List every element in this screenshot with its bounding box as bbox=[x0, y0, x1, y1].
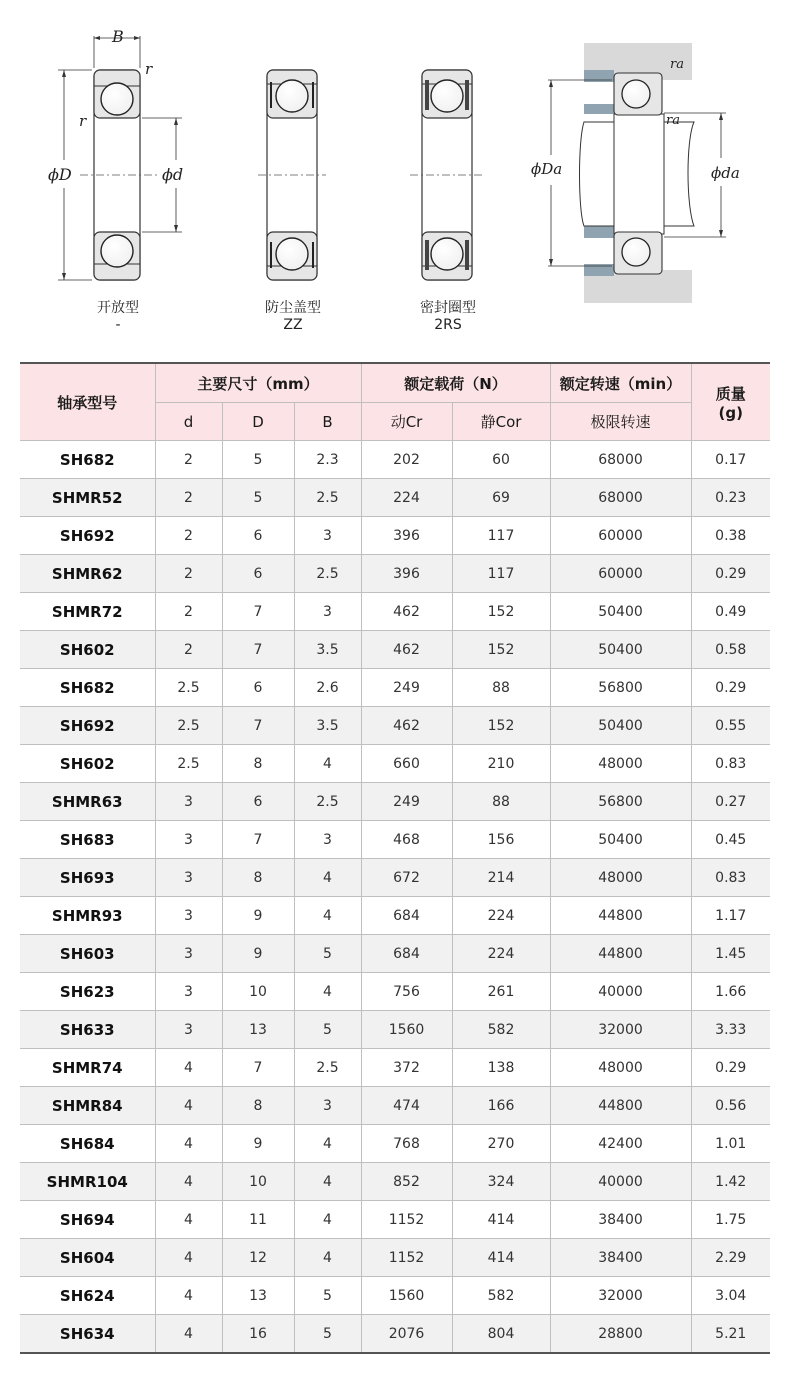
cell-B: 3 bbox=[294, 593, 361, 631]
cell-model: SHMR93 bbox=[20, 897, 155, 935]
cell-cr: 1152 bbox=[361, 1201, 452, 1239]
cell-model: SH603 bbox=[20, 935, 155, 973]
cell-d: 2 bbox=[155, 479, 222, 517]
cell-mass: 0.23 bbox=[691, 479, 770, 517]
cell-cr: 249 bbox=[361, 783, 452, 821]
cell-D: 6 bbox=[222, 783, 294, 821]
cell-cor: 60 bbox=[452, 441, 550, 479]
table-row bbox=[20, 1163, 770, 1201]
cell-mass: 0.29 bbox=[691, 669, 770, 707]
cell-B: 5 bbox=[294, 1277, 361, 1315]
cell-model: SH633 bbox=[20, 1011, 155, 1049]
cell-speed: 60000 bbox=[550, 517, 691, 555]
cell-cor: 88 bbox=[452, 783, 550, 821]
header-B: B bbox=[294, 403, 361, 441]
cell-mass: 0.17 bbox=[691, 441, 770, 479]
cell-B: 4 bbox=[294, 859, 361, 897]
cell-B: 2.5 bbox=[294, 555, 361, 593]
cell-cor: 166 bbox=[452, 1087, 550, 1125]
header-limit: 极限转速 bbox=[550, 403, 691, 441]
cell-mass: 1.01 bbox=[691, 1125, 770, 1163]
cell-d: 4 bbox=[155, 1239, 222, 1277]
cell-d: 4 bbox=[155, 1125, 222, 1163]
cell-cr: 1560 bbox=[361, 1277, 452, 1315]
cell-speed: 38400 bbox=[550, 1239, 691, 1277]
header-model: 轴承型号 bbox=[20, 363, 155, 441]
cell-d: 3 bbox=[155, 1011, 222, 1049]
cell-B: 3 bbox=[294, 1087, 361, 1125]
table-row bbox=[20, 897, 770, 935]
cell-speed: 48000 bbox=[550, 859, 691, 897]
cell-model: SHMR63 bbox=[20, 783, 155, 821]
cell-cr: 2076 bbox=[361, 1315, 452, 1354]
cell-cor: 804 bbox=[452, 1315, 550, 1354]
table-row bbox=[20, 745, 770, 783]
caption-seal bbox=[388, 300, 508, 334]
mounting-diagram bbox=[531, 43, 740, 303]
cell-d: 3 bbox=[155, 897, 222, 935]
cell-B: 3 bbox=[294, 821, 361, 859]
cell-cr: 684 bbox=[361, 897, 452, 935]
cell-model: SH683 bbox=[20, 821, 155, 859]
cell-cr: 372 bbox=[361, 1049, 452, 1087]
cell-cr: 396 bbox=[361, 555, 452, 593]
cell-d: 2.5 bbox=[155, 669, 222, 707]
cell-speed: 32000 bbox=[550, 1011, 691, 1049]
label-r-top: r bbox=[145, 60, 153, 78]
cell-model: SHMR62 bbox=[20, 555, 155, 593]
cell-model: SH602 bbox=[20, 745, 155, 783]
cell-d: 4 bbox=[155, 1315, 222, 1354]
cell-cor: 88 bbox=[452, 669, 550, 707]
table-row bbox=[20, 669, 770, 707]
label-B: B bbox=[112, 27, 124, 46]
cell-B: 3 bbox=[294, 517, 361, 555]
cell-B: 5 bbox=[294, 1011, 361, 1049]
table-row bbox=[20, 479, 770, 517]
cell-D: 13 bbox=[222, 1277, 294, 1315]
cell-D: 5 bbox=[222, 441, 294, 479]
cell-cr: 202 bbox=[361, 441, 452, 479]
table-row bbox=[20, 1087, 770, 1125]
cell-model: SH682 bbox=[20, 669, 155, 707]
cell-mass: 0.38 bbox=[691, 517, 770, 555]
cell-cor: 152 bbox=[452, 707, 550, 745]
cell-cor: 224 bbox=[452, 897, 550, 935]
cell-cr: 1152 bbox=[361, 1239, 452, 1277]
cell-d: 2 bbox=[155, 517, 222, 555]
cell-mass: 1.17 bbox=[691, 897, 770, 935]
cell-d: 2.5 bbox=[155, 745, 222, 783]
cell-cr: 660 bbox=[361, 745, 452, 783]
table-row bbox=[20, 707, 770, 745]
cell-B: 5 bbox=[294, 935, 361, 973]
cell-d: 2.5 bbox=[155, 707, 222, 745]
cell-mass: 0.29 bbox=[691, 555, 770, 593]
cell-cr: 1560 bbox=[361, 1011, 452, 1049]
cell-D: 10 bbox=[222, 1163, 294, 1201]
cell-mass: 0.56 bbox=[691, 1087, 770, 1125]
header-load: 额定载荷（N） bbox=[361, 363, 550, 403]
table-row bbox=[20, 1277, 770, 1315]
cell-cor: 152 bbox=[452, 593, 550, 631]
cell-mass: 0.27 bbox=[691, 783, 770, 821]
label-da: ϕda bbox=[711, 164, 740, 182]
header-static: 静Cor bbox=[452, 403, 550, 441]
cell-speed: 44800 bbox=[550, 1087, 691, 1125]
cell-cr: 224 bbox=[361, 479, 452, 517]
cell-D: 8 bbox=[222, 1087, 294, 1125]
cell-speed: 44800 bbox=[550, 935, 691, 973]
cell-B: 2.3 bbox=[294, 441, 361, 479]
cell-D: 7 bbox=[222, 1049, 294, 1087]
cell-D: 12 bbox=[222, 1239, 294, 1277]
seal-bearing-diagram bbox=[410, 70, 482, 280]
cell-speed: 28800 bbox=[550, 1315, 691, 1354]
cell-cor: 324 bbox=[452, 1163, 550, 1201]
cell-cor: 414 bbox=[452, 1239, 550, 1277]
cell-model: SH602 bbox=[20, 631, 155, 669]
cell-speed: 68000 bbox=[550, 479, 691, 517]
cell-d: 2 bbox=[155, 631, 222, 669]
table-row bbox=[20, 1315, 770, 1354]
cell-speed: 48000 bbox=[550, 1049, 691, 1087]
cell-cor: 210 bbox=[452, 745, 550, 783]
cell-mass: 0.83 bbox=[691, 859, 770, 897]
cell-d: 2 bbox=[155, 555, 222, 593]
cell-speed: 50400 bbox=[550, 593, 691, 631]
bearing-diagrams bbox=[0, 0, 790, 345]
cell-cor: 138 bbox=[452, 1049, 550, 1087]
label-d: ϕd bbox=[162, 165, 184, 184]
cell-D: 11 bbox=[222, 1201, 294, 1239]
table-body bbox=[20, 441, 770, 1354]
header-dimensions: 主要尺寸（mm） bbox=[155, 363, 361, 403]
table-row bbox=[20, 441, 770, 479]
cell-cr: 768 bbox=[361, 1125, 452, 1163]
shield-bearing-diagram bbox=[258, 70, 326, 280]
cell-speed: 50400 bbox=[550, 631, 691, 669]
cell-mass: 2.29 bbox=[691, 1239, 770, 1277]
cell-speed: 40000 bbox=[550, 973, 691, 1011]
cell-mass: 1.66 bbox=[691, 973, 770, 1011]
cell-cor: 414 bbox=[452, 1201, 550, 1239]
cell-mass: 0.83 bbox=[691, 745, 770, 783]
cell-speed: 56800 bbox=[550, 783, 691, 821]
cell-speed: 42400 bbox=[550, 1125, 691, 1163]
cell-B: 4 bbox=[294, 1201, 361, 1239]
header-dynamic: 动Cr bbox=[361, 403, 452, 441]
cell-cor: 214 bbox=[452, 859, 550, 897]
cell-model: SHMR74 bbox=[20, 1049, 155, 1087]
caption-seal-cn: 密封圈型 bbox=[420, 300, 476, 316]
cell-D: 8 bbox=[222, 745, 294, 783]
cell-mass: 3.04 bbox=[691, 1277, 770, 1315]
cell-speed: 44800 bbox=[550, 897, 691, 935]
cell-mass: 3.33 bbox=[691, 1011, 770, 1049]
cell-model: SHMR84 bbox=[20, 1087, 155, 1125]
cell-D: 7 bbox=[222, 593, 294, 631]
cell-B: 5 bbox=[294, 1315, 361, 1354]
caption-shield-code: ZZ bbox=[283, 317, 303, 333]
cell-cr: 474 bbox=[361, 1087, 452, 1125]
cell-model: SH604 bbox=[20, 1239, 155, 1277]
cell-cr: 684 bbox=[361, 935, 452, 973]
cell-cr: 672 bbox=[361, 859, 452, 897]
cell-D: 6 bbox=[222, 555, 294, 593]
label-ra-mid: ra bbox=[666, 113, 680, 128]
cell-mass: 1.42 bbox=[691, 1163, 770, 1201]
cell-B: 4 bbox=[294, 897, 361, 935]
cell-speed: 60000 bbox=[550, 555, 691, 593]
header-d: d bbox=[155, 403, 222, 441]
cell-model: SH623 bbox=[20, 973, 155, 1011]
cell-d: 3 bbox=[155, 859, 222, 897]
cell-B: 4 bbox=[294, 1239, 361, 1277]
label-D: ϕD bbox=[48, 165, 72, 184]
cell-D: 10 bbox=[222, 973, 294, 1011]
cell-model: SH634 bbox=[20, 1315, 155, 1354]
cell-cr: 852 bbox=[361, 1163, 452, 1201]
cell-D: 6 bbox=[222, 517, 294, 555]
table-row bbox=[20, 1239, 770, 1277]
cell-d: 3 bbox=[155, 783, 222, 821]
cell-model: SH624 bbox=[20, 1277, 155, 1315]
caption-shield bbox=[233, 300, 353, 334]
caption-open-code: - bbox=[115, 317, 121, 333]
cell-d: 2 bbox=[155, 441, 222, 479]
table-row bbox=[20, 555, 770, 593]
cell-cr: 462 bbox=[361, 631, 452, 669]
cell-model: SH692 bbox=[20, 707, 155, 745]
cell-cor: 270 bbox=[452, 1125, 550, 1163]
cell-model: SH684 bbox=[20, 1125, 155, 1163]
cell-d: 4 bbox=[155, 1087, 222, 1125]
cell-mass: 5.21 bbox=[691, 1315, 770, 1354]
cell-D: 7 bbox=[222, 631, 294, 669]
header-D: D bbox=[222, 403, 294, 441]
table-row bbox=[20, 593, 770, 631]
cell-D: 7 bbox=[222, 707, 294, 745]
cell-mass: 0.45 bbox=[691, 821, 770, 859]
cell-D: 13 bbox=[222, 1011, 294, 1049]
cell-D: 16 bbox=[222, 1315, 294, 1354]
cell-mass: 1.45 bbox=[691, 935, 770, 973]
cell-speed: 56800 bbox=[550, 669, 691, 707]
cell-cor: 582 bbox=[452, 1277, 550, 1315]
cell-d: 3 bbox=[155, 935, 222, 973]
cell-d: 4 bbox=[155, 1049, 222, 1087]
cell-cor: 152 bbox=[452, 631, 550, 669]
cell-D: 5 bbox=[222, 479, 294, 517]
cell-cr: 462 bbox=[361, 593, 452, 631]
cell-model: SH693 bbox=[20, 859, 155, 897]
cell-B: 2.6 bbox=[294, 669, 361, 707]
cell-B: 3.5 bbox=[294, 631, 361, 669]
cell-mass: 1.75 bbox=[691, 1201, 770, 1239]
cell-d: 3 bbox=[155, 821, 222, 859]
cell-mass: 0.58 bbox=[691, 631, 770, 669]
cell-model: SHMR104 bbox=[20, 1163, 155, 1201]
caption-seal-code: 2RS bbox=[434, 317, 462, 333]
cell-cr: 468 bbox=[361, 821, 452, 859]
cell-cor: 582 bbox=[452, 1011, 550, 1049]
caption-shield-cn: 防尘盖型 bbox=[265, 300, 321, 316]
cell-cr: 249 bbox=[361, 669, 452, 707]
cell-mass: 0.49 bbox=[691, 593, 770, 631]
cell-cor: 117 bbox=[452, 555, 550, 593]
cell-model: SH692 bbox=[20, 517, 155, 555]
header-speed: 额定转速（min） bbox=[550, 363, 691, 403]
diagram-canvas bbox=[0, 0, 790, 345]
cell-D: 9 bbox=[222, 935, 294, 973]
header-mass: 质量 (g) bbox=[691, 363, 770, 441]
cell-B: 2.5 bbox=[294, 479, 361, 517]
cell-cr: 756 bbox=[361, 973, 452, 1011]
cell-speed: 68000 bbox=[550, 441, 691, 479]
cell-B: 3.5 bbox=[294, 707, 361, 745]
cell-model: SH694 bbox=[20, 1201, 155, 1239]
cell-cr: 396 bbox=[361, 517, 452, 555]
table-row bbox=[20, 1125, 770, 1163]
cell-B: 4 bbox=[294, 973, 361, 1011]
table-row bbox=[20, 935, 770, 973]
caption-open-cn: 开放型 bbox=[97, 300, 139, 316]
label-Da: ϕDa bbox=[531, 160, 563, 178]
cell-model: SH682 bbox=[20, 441, 155, 479]
cell-B: 2.5 bbox=[294, 1049, 361, 1087]
cell-d: 4 bbox=[155, 1163, 222, 1201]
cell-d: 2 bbox=[155, 593, 222, 631]
cell-mass: 0.55 bbox=[691, 707, 770, 745]
cell-B: 4 bbox=[294, 1125, 361, 1163]
cell-cr: 462 bbox=[361, 707, 452, 745]
cell-B: 4 bbox=[294, 745, 361, 783]
cell-D: 9 bbox=[222, 1125, 294, 1163]
cell-d: 4 bbox=[155, 1201, 222, 1239]
cell-D: 9 bbox=[222, 897, 294, 935]
cell-d: 3 bbox=[155, 973, 222, 1011]
cell-B: 4 bbox=[294, 1163, 361, 1201]
table-row bbox=[20, 821, 770, 859]
cell-speed: 50400 bbox=[550, 707, 691, 745]
cell-cor: 69 bbox=[452, 479, 550, 517]
cell-speed: 38400 bbox=[550, 1201, 691, 1239]
table-row bbox=[20, 783, 770, 821]
cell-d: 4 bbox=[155, 1277, 222, 1315]
caption-open bbox=[58, 300, 178, 334]
cell-cor: 261 bbox=[452, 973, 550, 1011]
label-r-left: r bbox=[79, 112, 87, 130]
cell-D: 8 bbox=[222, 859, 294, 897]
cell-cor: 224 bbox=[452, 935, 550, 973]
table-row bbox=[20, 1049, 770, 1087]
bearing-spec-table bbox=[20, 362, 770, 1354]
table-row bbox=[20, 859, 770, 897]
cell-speed: 50400 bbox=[550, 821, 691, 859]
cell-speed: 48000 bbox=[550, 745, 691, 783]
label-ra-top: ra bbox=[670, 57, 684, 72]
table-row bbox=[20, 517, 770, 555]
cell-model: SHMR72 bbox=[20, 593, 155, 631]
cell-speed: 32000 bbox=[550, 1277, 691, 1315]
table-row bbox=[20, 1201, 770, 1239]
table-row bbox=[20, 973, 770, 1011]
table-row bbox=[20, 1011, 770, 1049]
cell-D: 6 bbox=[222, 669, 294, 707]
table-row bbox=[20, 631, 770, 669]
cell-model: SHMR52 bbox=[20, 479, 155, 517]
cell-speed: 40000 bbox=[550, 1163, 691, 1201]
cell-cor: 156 bbox=[452, 821, 550, 859]
cell-D: 7 bbox=[222, 821, 294, 859]
cell-mass: 0.29 bbox=[691, 1049, 770, 1087]
cell-B: 2.5 bbox=[294, 783, 361, 821]
open-bearing-diagram bbox=[48, 27, 183, 280]
cell-cor: 117 bbox=[452, 517, 550, 555]
